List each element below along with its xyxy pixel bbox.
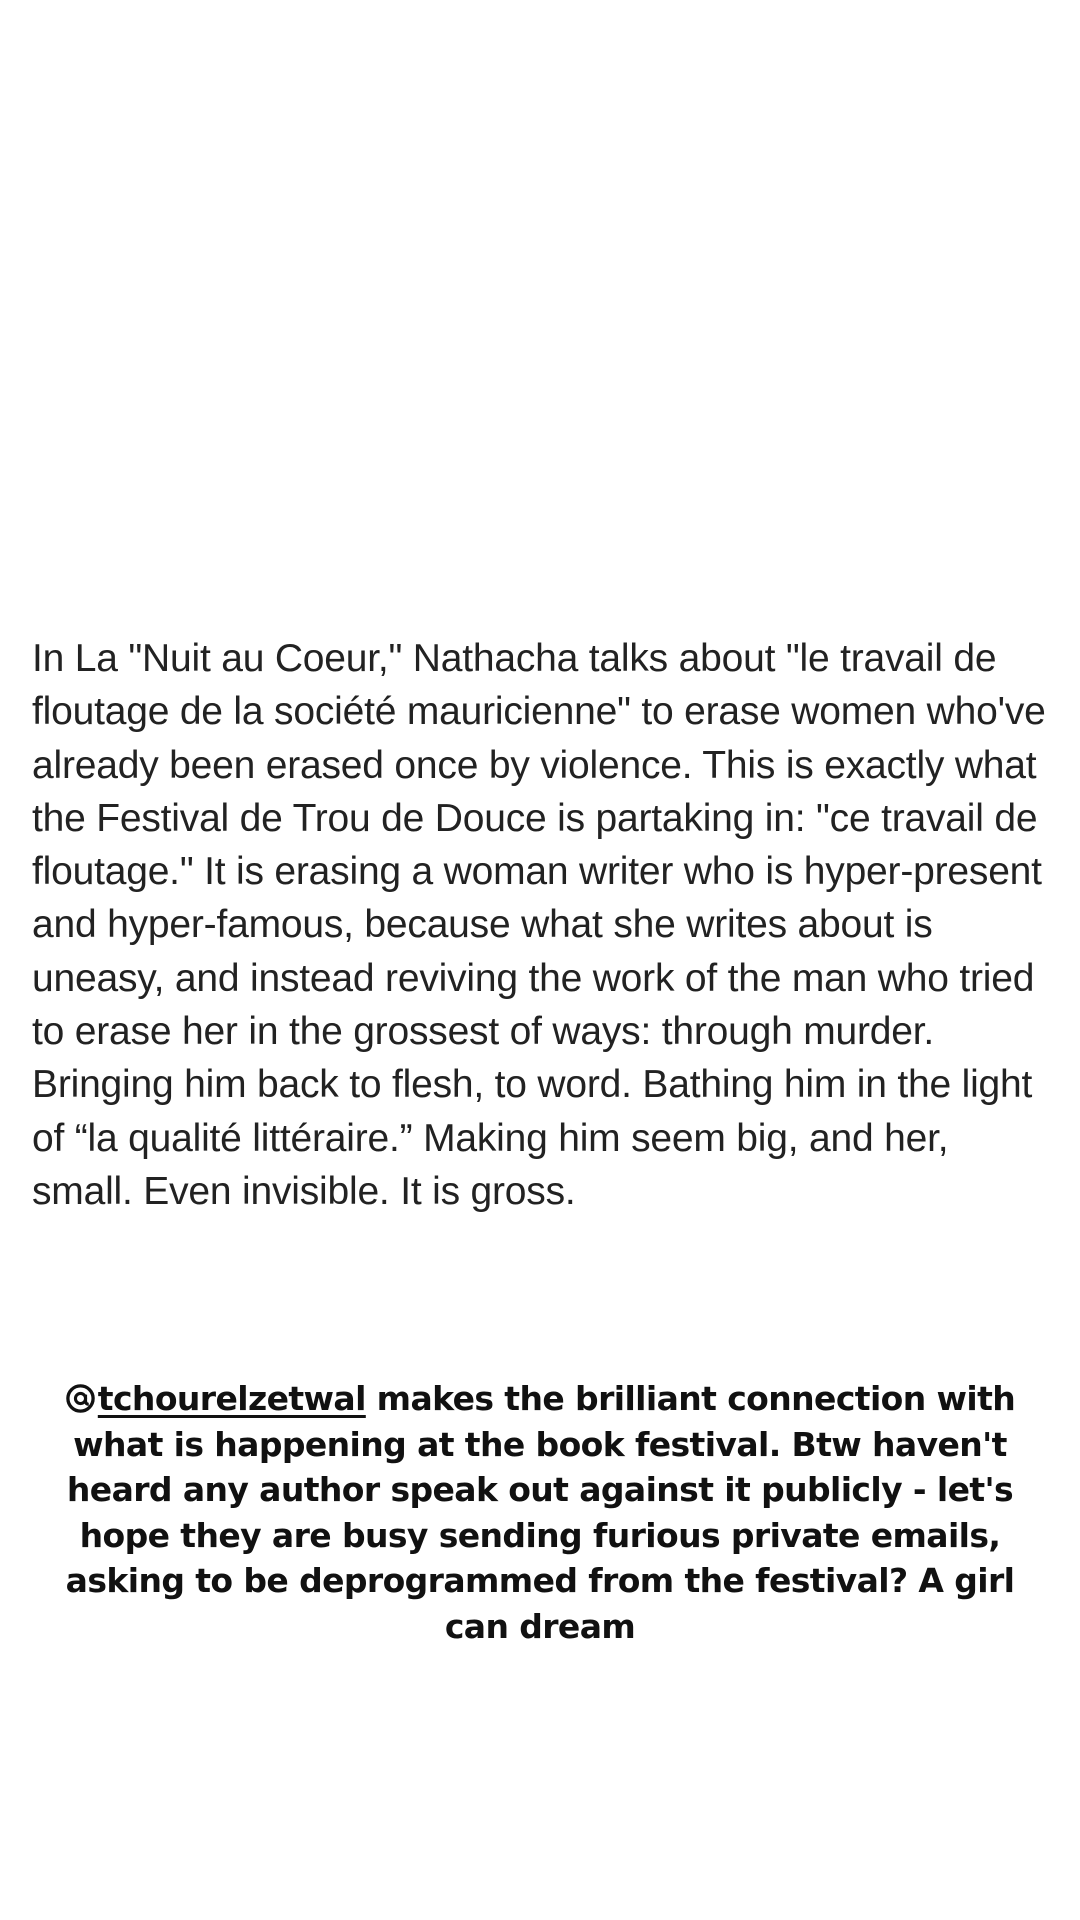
story-caption [60, 1376, 1020, 1649]
threads-icon [65, 1383, 96, 1414]
quoted-text-body: In La "Nuit au Coeur," Nathacha talks about "le travail de floutage de la société mauricienne" to erase women who've already been erased once by violence. This is exactly what the Festival de Trou de Douce is partaking in: "ce travail de floutage." It is erasing a woman writer who is hyper-present and hyper-famous, because what she writes about is uneasy, and instead reviving the work of the man who tried to erase her in the grossest of ways: through murder. Bringing him back to flesh, to word. Bathing him in the light of “la qualité littéraire.” Making him seem big, and her, small. Even invisible. It is gross. [32, 637, 1046, 1213]
caption-text: makes the brilliant connection with what is happening at the book festival. Btw haven't heard any author speak out against it publicly - let's hope they are busy sending furious private emails, asking to be deprogrammed from the festival? A girl can dream [65, 1379, 1016, 1646]
mention-tag[interactable] [65, 1379, 366, 1418]
mention-handle[interactable]: tchourelzetwal [97, 1379, 366, 1418]
quoted-text [32, 632, 1056, 1218]
